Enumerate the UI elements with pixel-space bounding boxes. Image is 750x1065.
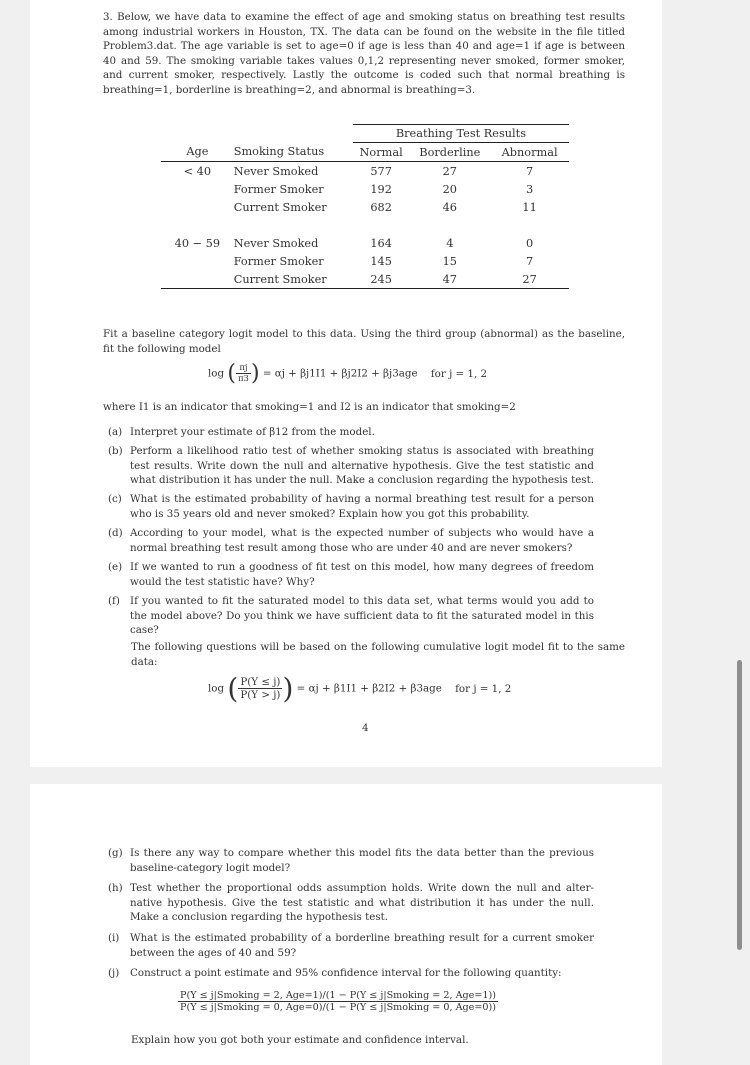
problem-intro: 3. Below, we have data to examine the effect of age and smoking status on breathing test results among industrial workers in Houston, TX. The data can be found on the website in the file titled Problem3.dat. The age variable is set to age=0 if age is less than 40 and age=1 if age is between 40 and 59. The smoking variable takes values 0,1,2 representing never smoked, former smoker, and current smoker, respectively. Lastly the outcome is coded such that normal breathing is breathing=1, borderline is breathing=2, and abnormal is breathing=3.	[103, 11, 625, 96]
question-i	[108, 931, 594, 960]
model1-equation: log ( $\frac{\pi j}{\pi 3}$ ) = αj + βj1I1 + βj2I2 + βj3age for j = 1, 2	[208, 361, 488, 386]
table-row	[161, 180, 569, 198]
cell-abnormal: 7	[526, 254, 534, 268]
question-label: (e)	[108, 561, 123, 573]
question-h	[108, 881, 594, 925]
question-label: (i)	[108, 932, 120, 944]
cell-normal: 682	[370, 200, 392, 214]
question-text: What is the estimated probability of having a normal breathing test result for a person who is 35 years old and never smoked? Explain how you got this probability.	[130, 493, 594, 520]
cell-smoking: Never Smoked	[233, 164, 319, 178]
header-age: Age	[186, 145, 209, 159]
log-label: log	[208, 682, 225, 695]
fraction-denominator: π3	[237, 374, 249, 384]
model1-intro: Fit a baseline category logit model to this data. Using the third group (abnormal) as the baseline, fit the following model	[103, 328, 625, 355]
table-row	[161, 162, 569, 181]
cell-smoking: Current Smoker	[233, 200, 327, 214]
question-label: (b)	[108, 445, 123, 457]
closing-text: Explain how you got both your estimate and confidence interval.	[131, 1034, 469, 1046]
question-text: Perform a likelihood ratio test of whether smoking status is associated with breathing test results. Write down the null and alternative hypothesis. Give the test statistic and what distribution it has under the null. Make a conclusion regarding the hypothesis test.	[130, 445, 595, 487]
cell-borderline: 27	[442, 164, 457, 178]
cell-age	[161, 180, 234, 198]
question-f	[108, 594, 594, 638]
question-text: According to your model, what is the expected number of subjects who would have a normal breathing test result among those who are under 40 and are never smokers?	[130, 527, 594, 554]
cell-normal: 192	[370, 182, 392, 196]
question-label: (d)	[108, 527, 123, 539]
fraction-numerator: P(Y ≤ j)	[240, 676, 281, 688]
cell-borderline: 20	[442, 182, 457, 196]
cell-abnormal: 11	[522, 200, 537, 214]
question-text: What is the estimated probability of a borderline breathing result for a current smoker between the ages of 40 and 59?	[130, 932, 594, 959]
table-row	[161, 234, 569, 252]
question-label: (h)	[108, 882, 123, 894]
question-b	[108, 444, 594, 488]
header-abnormal: Abnormal	[501, 145, 558, 159]
question-label: (a)	[108, 426, 123, 438]
cell-smoking: Current Smoker	[233, 272, 327, 286]
equation-condition: for j = 1, 2	[430, 367, 488, 380]
header-borderline: Borderline	[419, 145, 481, 159]
table-header-row	[161, 143, 569, 162]
question-e	[108, 560, 594, 589]
cell-age	[161, 252, 234, 270]
question-g	[108, 846, 594, 875]
cell-borderline: 15	[442, 254, 457, 268]
question-text: If you wanted to fit the saturated model to this data set, what terms would you add to the model above? Do you think we have sufficient data to fit the saturated model in this case?	[130, 595, 594, 637]
question-text: Interpret your estimate of β12 from the model.	[130, 426, 375, 438]
cell-borderline: 4	[446, 236, 454, 250]
question-text: Construct a point estimate and 95% confidence interval for the following quantity:	[130, 967, 562, 979]
question-label: (c)	[108, 493, 122, 505]
breathing-results-table	[161, 124, 569, 289]
question-label: (f)	[108, 595, 120, 607]
cell-smoking: Never Smoked	[233, 236, 319, 250]
model1-where: where I1 is an indicator that smoking=1 and I2 is an indicator that smoking=2	[103, 401, 516, 413]
model2-intro: The following questions will be based on the following cumulative logit model fit to the same data:	[131, 641, 625, 668]
cell-borderline: 46	[442, 200, 457, 214]
cell-borderline: 47	[442, 272, 457, 286]
fraction-numerator: πj	[236, 363, 251, 374]
question-text: Test whether the proportional odds assumption holds. Write down the null and alter- native hypothesis. Give the test statistic and what distribution it has under the null. Make a conclusion regarding the hypothesis test.	[130, 882, 594, 924]
scrollbar-thumb[interactable]	[737, 660, 742, 950]
question-label: (g)	[108, 847, 123, 859]
cell-age	[161, 198, 234, 216]
cell-smoking: Former Smoker	[233, 182, 324, 196]
cell-normal: 577	[370, 164, 392, 178]
question-label: (j)	[108, 967, 120, 979]
cell-abnormal: 7	[526, 164, 534, 178]
document-page-1	[30, 0, 662, 767]
question-d	[108, 526, 594, 555]
question-c	[108, 492, 594, 521]
cell-normal: 245	[370, 272, 392, 286]
question-text: If we wanted to run a goodness of fit test on this model, how many degrees of freedom would the test statistic have? Why?	[130, 561, 594, 588]
equation-rhs: = αj + β1I1 + β2I2 + β3age	[296, 682, 442, 695]
question-a	[108, 425, 594, 440]
cell-normal: 164	[370, 236, 392, 250]
cell-abnormal: 3	[526, 182, 534, 196]
log-label: log	[208, 367, 225, 380]
table-row	[161, 252, 569, 270]
table-row	[161, 270, 569, 289]
quantity-numerator: P(Y ≤ j|Smoking = 2, Age=1)/(1 − P(Y ≤ j|Smoking = 2, Age=1))	[180, 990, 496, 1001]
model2-equation: log ( $\frac{P(Y \le j)}{P(Y > j)}$ ) = αj + β1I1 + β2I2 + β3age for j = 1, 2	[208, 672, 512, 705]
page-number: 4	[362, 722, 369, 734]
header-smoking: Smoking Status	[233, 145, 325, 159]
question-j	[108, 966, 594, 981]
cell-age	[161, 270, 234, 289]
cell-age: < 40	[183, 164, 212, 178]
equation-condition: for j = 1, 2	[455, 682, 512, 695]
cell-normal: 145	[370, 254, 392, 268]
equation-rhs: = αj + βj1I1 + βj2I2 + βj3age	[262, 367, 418, 380]
question-text: Is there any way to compare whether this model fits the data better than the previous baseline-category logit model?	[130, 847, 594, 874]
fraction-denominator: P(Y > j)	[240, 689, 281, 701]
document-page-2	[30, 784, 662, 1065]
cell-abnormal: 27	[522, 272, 537, 286]
cell-age: 40 − 59	[174, 236, 221, 250]
cell-abnormal: 0	[526, 236, 534, 250]
cell-smoking: Former Smoker	[233, 254, 324, 268]
quantity-denominator: P(Y ≤ j|Smoking = 0, Age=0)/(1 − P(Y ≤ j|Smoking = 0, Age=0))	[180, 1002, 496, 1013]
quantity-fraction	[178, 990, 498, 1013]
table-row	[161, 198, 569, 216]
table-group-header: Breathing Test Results	[353, 125, 569, 143]
header-normal: Normal	[359, 145, 403, 159]
